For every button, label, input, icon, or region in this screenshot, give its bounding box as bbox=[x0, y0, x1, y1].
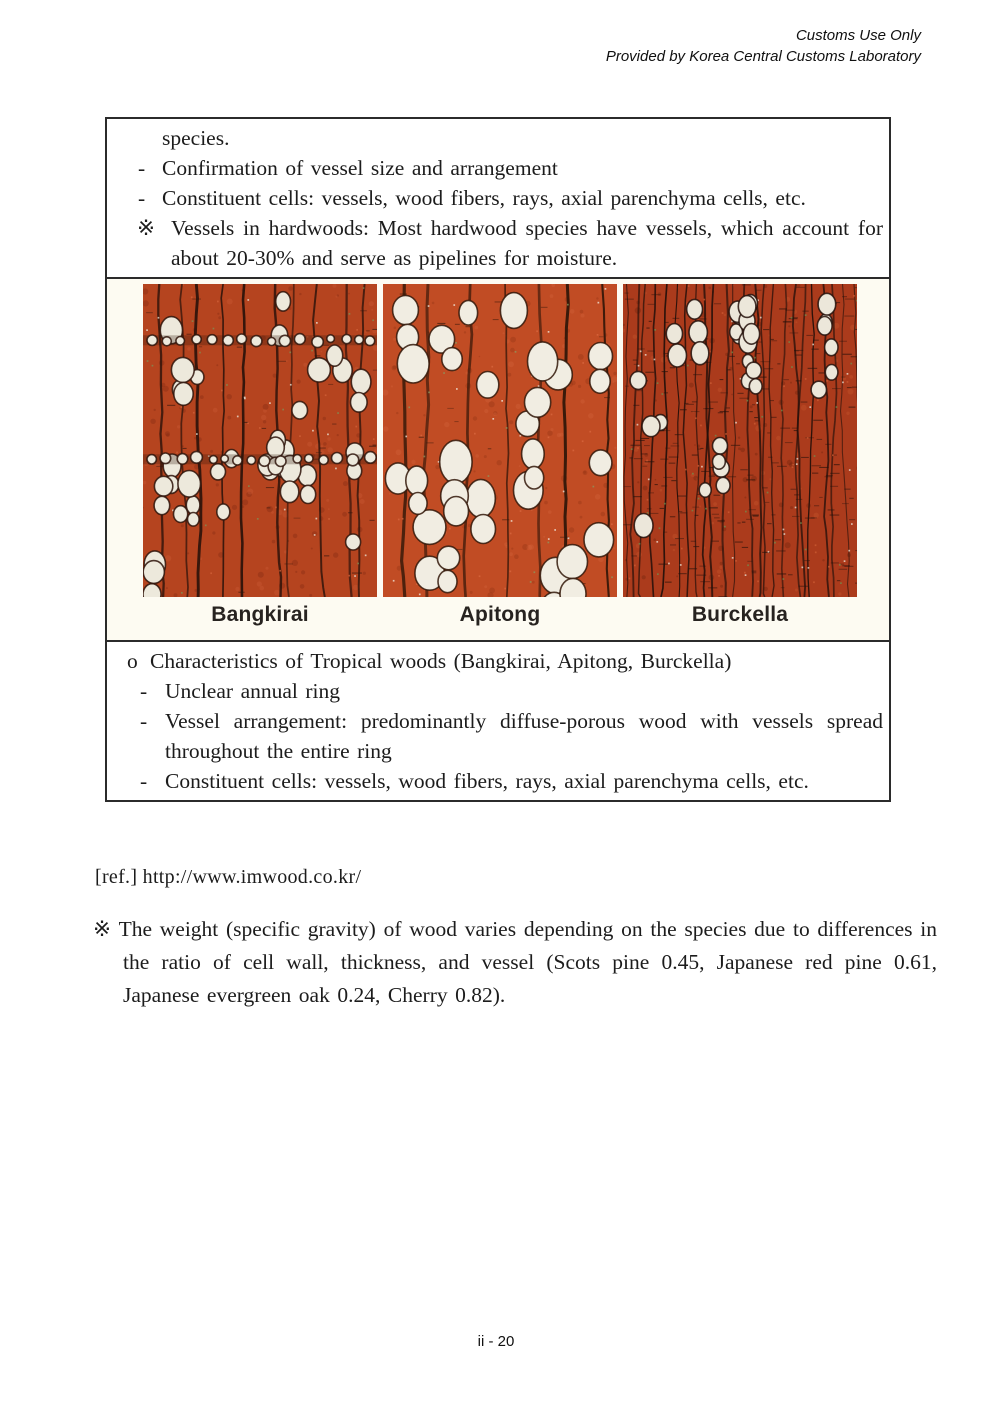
page-header bbox=[606, 25, 921, 67]
micrograph-strip bbox=[143, 284, 889, 627]
header-line-provided-by: Provided by Korea Central Customs Laboratory bbox=[605, 48, 921, 65]
note-text: The weight (specific gravity) of wood varies depending on the species due to differences in the ratio of cell wall, thickness, and vessel (Scots pine 0.45, Japanese red pine 0.61, Japanese evergreen oak 0.24, Cherry 0.82). bbox=[118, 917, 938, 1007]
top-text-section bbox=[107, 119, 889, 277]
content-box bbox=[105, 117, 891, 802]
dash-marker: - bbox=[140, 679, 148, 703]
list-item bbox=[107, 123, 889, 153]
list-text: Constituent cells: vessels, wood fibers, rays, axial parenchyma cells, etc. bbox=[165, 769, 809, 793]
reference-mark-icon: ※ bbox=[93, 917, 112, 941]
reference-url[interactable]: http://www.imwood.co.kr/ bbox=[142, 866, 362, 888]
list-item bbox=[107, 213, 889, 273]
page-number: ii - 20 bbox=[477, 1333, 515, 1350]
wood-micrograph-image bbox=[383, 284, 617, 597]
list-text: Vessels in hardwoods: Most hardwood species have vessels, which account for about 20-30% and serve as pipelines for moisture. bbox=[171, 216, 883, 270]
wood-panel-label: Burckella bbox=[691, 603, 789, 626]
dash-marker: - bbox=[140, 709, 148, 733]
specific-gravity-note bbox=[93, 913, 937, 1012]
reference-mark-icon: ※ bbox=[137, 216, 156, 240]
list-text: Vessel arrangement: predominantly diffuse-porous wood with vessels spread throughout the entire ring bbox=[165, 709, 883, 763]
reference-label: [ref.] bbox=[95, 866, 138, 888]
list-text: Constituent cells: vessels, wood fibers, rays, axial parenchyma cells, etc. bbox=[162, 186, 806, 210]
list-text: Characteristics of Tropical woods (Bangkirai, Apitong, Burckella) bbox=[150, 649, 732, 673]
header-line-customs-use-only: Customs Use Only bbox=[795, 27, 921, 44]
wood-panel-bangkirai bbox=[143, 284, 377, 627]
wood-micrograph-image bbox=[623, 284, 857, 597]
list-item bbox=[107, 676, 889, 706]
list-item bbox=[107, 646, 889, 676]
list-item bbox=[107, 766, 889, 796]
list-text: Unclear annual ring bbox=[165, 679, 341, 703]
micrograph-section bbox=[107, 277, 889, 642]
wood-panel-apitong bbox=[383, 284, 617, 627]
dash-marker: - bbox=[140, 769, 148, 793]
reference-line bbox=[95, 866, 361, 889]
bottom-text-section bbox=[107, 642, 889, 800]
wood-panel-label: Apitong bbox=[459, 603, 541, 626]
list-item bbox=[107, 153, 889, 183]
list-item bbox=[107, 706, 889, 766]
list-text: Confirmation of vessel size and arrangement bbox=[162, 156, 558, 180]
dash-marker: - bbox=[138, 186, 146, 210]
list-item bbox=[107, 183, 889, 213]
wood-panel-label: Bangkirai bbox=[211, 603, 309, 626]
dash-marker: - bbox=[138, 156, 146, 180]
wood-micrograph-image bbox=[143, 284, 377, 597]
bullet-marker: o bbox=[127, 649, 138, 673]
wood-panel-burckella bbox=[623, 284, 857, 627]
list-text: species. bbox=[162, 126, 230, 150]
